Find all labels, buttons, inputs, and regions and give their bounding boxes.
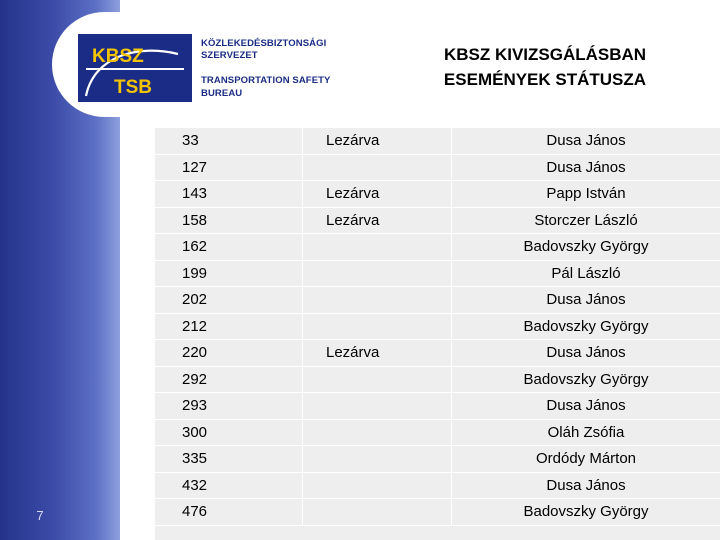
table-row	[155, 366, 720, 393]
status-cell	[303, 499, 452, 526]
investigator-cell: Dusa János	[452, 128, 720, 154]
table-row	[155, 287, 720, 314]
investigator-cell: Storczer László	[452, 207, 720, 234]
status-cell	[303, 287, 452, 314]
table-row	[155, 446, 720, 473]
investigator-cell: Dusa János	[452, 340, 720, 367]
investigator-cell: Dusa János	[452, 154, 720, 181]
title-line2: ESEMÉNYEK STÁTUSZA	[443, 70, 647, 89]
event-id-cell: 212	[155, 313, 303, 340]
logo-abbr-top: KBSZ	[92, 46, 144, 67]
investigator-cell: Papp István	[452, 181, 720, 208]
logo-en-line2: BUREAU	[201, 88, 243, 99]
event-id-cell: 300	[155, 419, 303, 446]
table-row	[155, 340, 720, 367]
status-cell	[303, 234, 452, 261]
table-row	[155, 128, 720, 154]
status-cell	[303, 313, 452, 340]
investigator-cell: Badovszky György	[452, 366, 720, 393]
event-id-cell: 476	[155, 499, 303, 526]
status-cell	[303, 446, 452, 473]
table-row	[155, 207, 720, 234]
status-cell: Lezárva	[303, 207, 452, 234]
status-cell	[303, 366, 452, 393]
status-table-container	[155, 128, 720, 540]
status-cell: Lezárva	[303, 128, 452, 154]
status-cell: Lezárva	[303, 340, 452, 367]
investigator-cell: Badovszky György	[452, 234, 720, 261]
event-id-cell: 202	[155, 287, 303, 314]
status-cell	[303, 154, 452, 181]
investigator-cell: Pál László	[452, 260, 720, 287]
event-id-cell: 162	[155, 234, 303, 261]
investigator-cell: Ordódy Márton	[452, 446, 720, 473]
page-number: 7	[36, 508, 44, 523]
status-table	[155, 128, 720, 526]
logo-hu-line2: SZERVEZET	[201, 50, 258, 61]
table-row	[155, 181, 720, 208]
event-id-cell: 432	[155, 472, 303, 499]
logo-abbr-bottom: TSB	[114, 77, 152, 98]
status-cell	[303, 393, 452, 420]
investigator-cell: Badovszky György	[452, 499, 720, 526]
title-line1: KBSZ KIVIZSGÁLÁSBAN	[443, 45, 647, 64]
slide-title	[405, 42, 685, 92]
status-cell	[303, 419, 452, 446]
table-row	[155, 313, 720, 340]
event-id-cell: 158	[155, 207, 303, 234]
event-id-cell: 335	[155, 446, 303, 473]
table-row	[155, 499, 720, 526]
event-id-cell: 33	[155, 128, 303, 154]
table-row	[155, 154, 720, 181]
event-id-cell: 220	[155, 340, 303, 367]
kbsz-tsb-logo	[78, 34, 192, 102]
table-row	[155, 419, 720, 446]
event-id-cell: 293	[155, 393, 303, 420]
event-id-cell: 127	[155, 154, 303, 181]
investigator-cell: Dusa János	[452, 393, 720, 420]
event-id-cell: 199	[155, 260, 303, 287]
table-row	[155, 234, 720, 261]
status-cell: Lezárva	[303, 181, 452, 208]
investigator-cell: Dusa János	[452, 287, 720, 314]
investigator-cell: Oláh Zsófia	[452, 419, 720, 446]
logo-en-line1: TRANSPORTATION SAFETY	[201, 75, 331, 86]
table-row	[155, 472, 720, 499]
table-row	[155, 260, 720, 287]
status-cell	[303, 472, 452, 499]
table-row	[155, 393, 720, 420]
investigator-cell: Dusa János	[452, 472, 720, 499]
investigator-cell: Badovszky György	[452, 313, 720, 340]
event-id-cell: 143	[155, 181, 303, 208]
status-cell	[303, 260, 452, 287]
event-id-cell: 292	[155, 366, 303, 393]
logo-hu-line1: KÖZLEKEDÉSBIZTONSÁGI	[201, 38, 327, 49]
